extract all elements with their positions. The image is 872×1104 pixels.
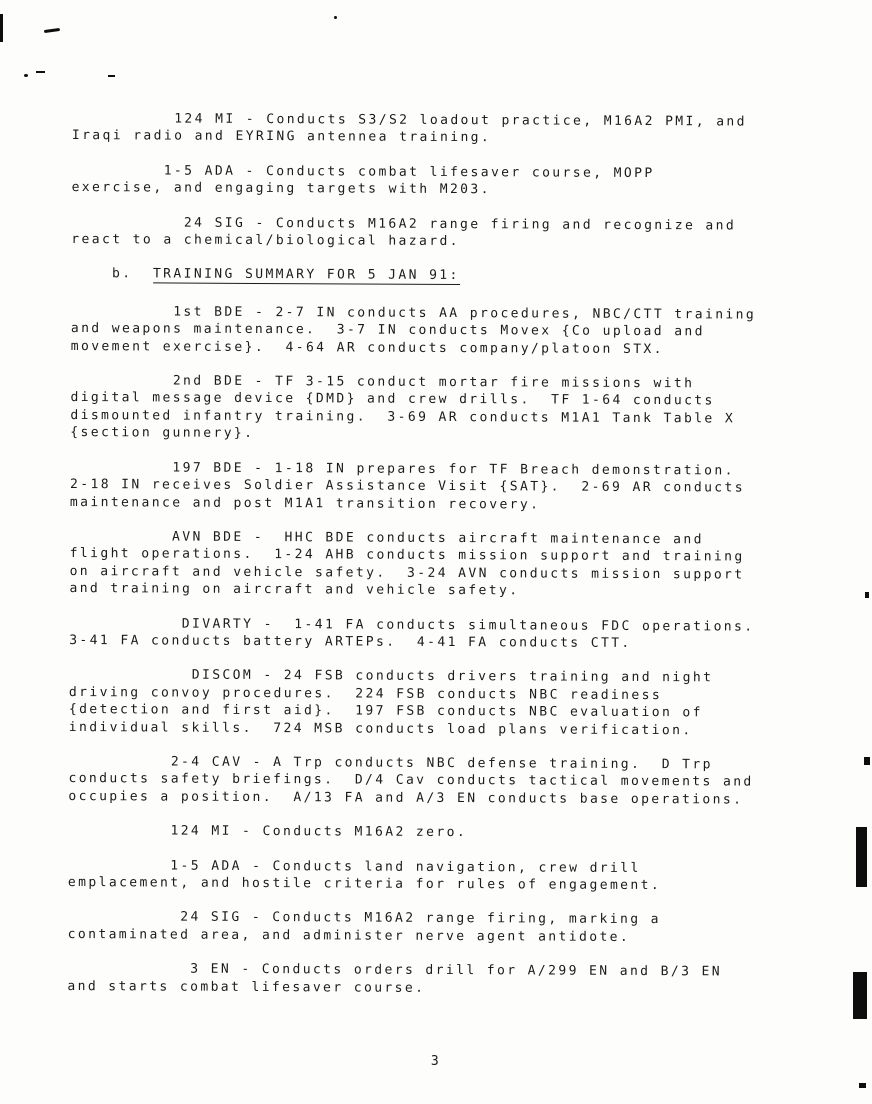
text-line: contaminated area, and administer nerve agent antidote. [67, 926, 631, 945]
text-line: flight operations. 1-24 AHB conducts mission support and training [69, 546, 745, 565]
page-number: 3 [430, 1054, 442, 1069]
text-line: react to a chemical/biological hazard. [71, 232, 460, 250]
text-line: individual skills. 724 MSB conducts load plans verification. [68, 719, 693, 738]
text-line: 24 SIG - Conducts M16A2 range firing, marking a [67, 909, 661, 928]
text-line: 24 SIG - Conducts M16A2 range firing and recognize and [71, 214, 737, 234]
text-line: exercise, and engaging targets with M203. [71, 180, 491, 198]
text-line: Iraqi radio and EYRING antennea training. [71, 128, 492, 146]
scan-artifact [24, 74, 28, 77]
text-line: movement exercise}. 4-64 AR conducts company/platoon STX. [70, 338, 664, 357]
paragraph [72, 110, 832, 149]
text-line: 1-5 ADA - Conducts land navigation, crew drill [68, 857, 641, 876]
text-line: and training on aircraft and vehicle safety. [69, 581, 520, 599]
text-line: DIVARTY - 1-41 FA conducts simultaneous FDC operations. [69, 615, 755, 635]
paragraph [68, 908, 828, 947]
paragraph [72, 162, 832, 201]
text-line: 1-5 ADA - Conducts combat lifesaver course, MOPP [71, 162, 655, 181]
text-line: dismounted infantry training. 3-69 AR conducts M1A1 Tank Table X [70, 407, 736, 427]
section-heading [71, 265, 831, 286]
text-line: and weapons maintenance. 3-7 IN conducts Movex {Co upload and [70, 321, 705, 340]
paragraph [67, 960, 827, 999]
scan-artifact [36, 71, 45, 73]
scan-artifact [334, 16, 337, 19]
text-line: driving convoy procedures. 224 FSB conducts NBC readiness [68, 684, 663, 703]
paragraph [71, 303, 831, 359]
scan-artifact [856, 827, 867, 887]
text-line: 2nd BDE - TF 3-15 conduct mortar fire missions with [70, 373, 695, 392]
text-line: 2-18 IN receives Soldier Assistance Visit {SAT}. 2-69 AR conducts [69, 477, 746, 496]
text-line: 124 MI - Conducts S3/S2 loadout practice, M16A2 PMI, and [71, 110, 747, 130]
text-line: conducts safety briefings. D/4 Cav conducts tactical movements and [68, 771, 754, 790]
text-line: 3-41 FA conducts battery ARTEPs. 4-41 FA conducts CTT. [69, 632, 632, 651]
text-line: and starts combat lifesaver course. [67, 978, 426, 996]
text-line: 2-4 CAV - A Trp conducts NBC defense training. D Trp [68, 753, 713, 773]
text-line: occupies a position. A/13 FA and A/3 EN conducts base operations. [68, 788, 744, 808]
scan-artifact [0, 14, 3, 42]
text-line: DISCOM - 24 FSB conducts drivers training and night [69, 667, 714, 686]
scan-artifact [865, 592, 869, 598]
text-line: {section gunnery}. [70, 425, 255, 442]
text-line: on aircraft and vehicle safety. 3-24 AVN conducts mission support [69, 563, 745, 583]
text-line: digital message device {DMD} and crew drills. TF 1-64 conducts [70, 390, 715, 409]
heading-text: TRAINING SUMMARY FOR 5 JAN 91: [152, 266, 460, 284]
text-line: 1st BDE - 2-7 IN conducts AA procedures, NBC/CTT training [70, 303, 757, 323]
text-line: maintenance and post M1A1 transition recovery. [69, 494, 541, 512]
scan-artifact [864, 757, 870, 765]
paragraph [69, 615, 829, 654]
paragraph [70, 459, 830, 515]
text-line: {detection and first aid}. 197 FSB conducts NBC evaluation of [68, 702, 703, 721]
scan-artifact [859, 1083, 866, 1088]
scan-artifact [853, 972, 867, 1019]
paragraph [69, 528, 829, 602]
text-line: AVN BDE - HHC BDE conducts aircraft maintenance and [69, 528, 704, 548]
paragraph [69, 666, 829, 740]
text-line: 3 EN - Conducts orders drill for A/299 EN and B/3 EN [67, 961, 723, 980]
scan-artifact [108, 75, 115, 77]
document-body [67, 110, 832, 1016]
paragraph [70, 372, 830, 446]
text-line: 197 BDE - 1-18 IN prepares for TF Breach demonstration. [70, 459, 735, 479]
paragraph [71, 214, 831, 253]
paragraph [68, 822, 828, 843]
text-line: 124 MI - Conducts M16A2 zero. [68, 823, 468, 841]
text-line: emplacement, and hostile criteria for rules of engagement. [67, 874, 662, 894]
paragraph [68, 753, 828, 809]
paragraph [68, 857, 828, 896]
scan-artifact [44, 28, 60, 33]
heading-prefix: b. [71, 266, 154, 282]
